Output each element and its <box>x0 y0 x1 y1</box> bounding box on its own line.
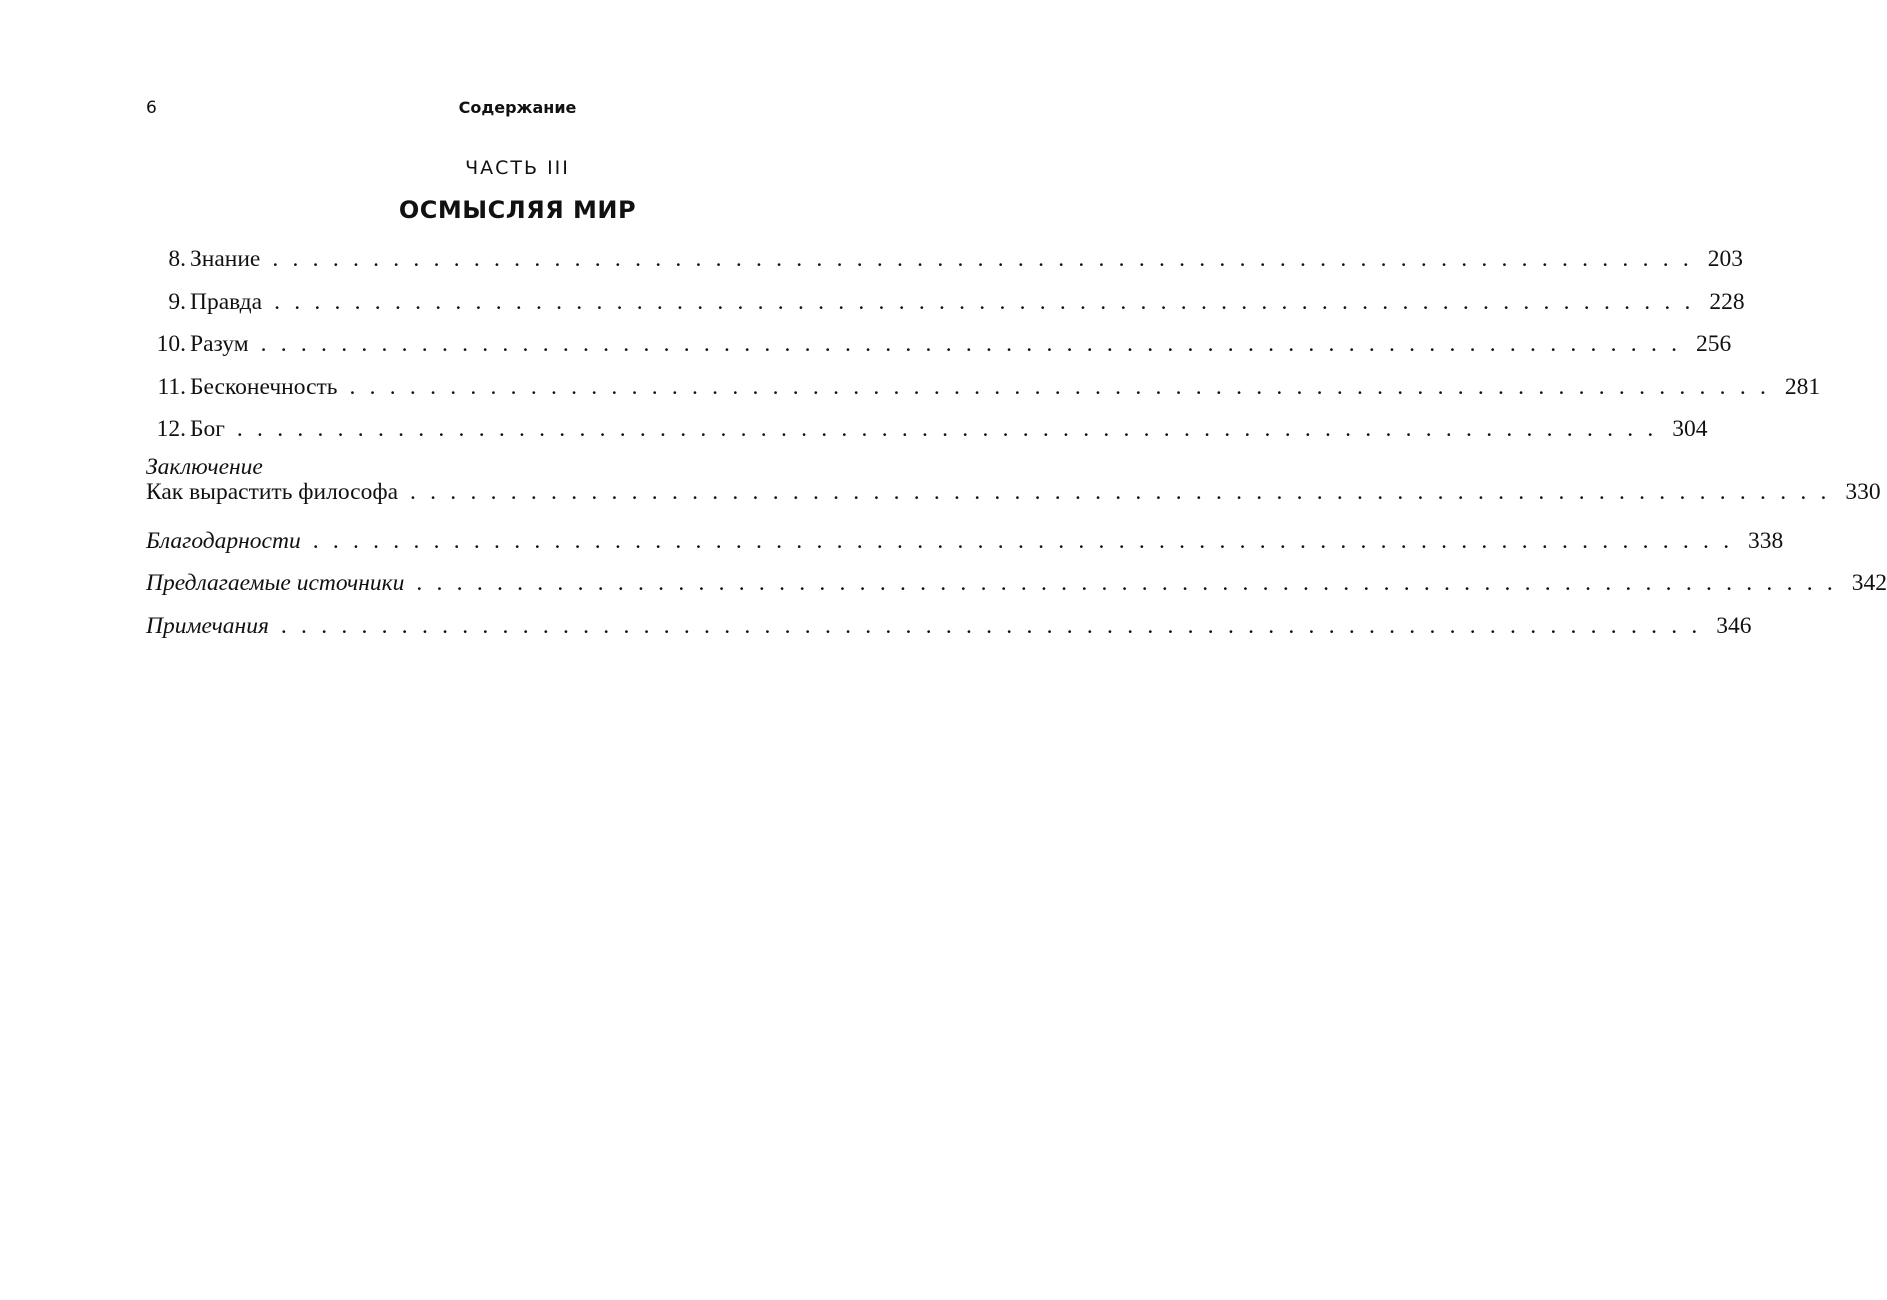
dot-leader: . . . . . . . . . . . . . . . . . . . . . . . . . . . . . . . . . . . . . . . . . . . . . . . . . . . . . . . . . . . . . . . . . . . . . . . <box>280 612 1702 639</box>
chapter-title: Правда <box>190 288 263 315</box>
back-matter-title: Благодарности <box>146 527 301 554</box>
dot-leader: . . . . . . . . . . . . . . . . . . . . . . . . . . . . . . . . . . . . . . . . . . . . . . . . . . . . . . . . . . . . . . . . . . . . . . . <box>416 570 1837 596</box>
chapter-number: 9. <box>168 288 186 315</box>
page-reference: 203 <box>1707 246 1743 272</box>
part-title: ОСМЫСЛЯЯ МИР <box>398 196 637 224</box>
toc-entry-suggested-sources[interactable] <box>146 564 1887 607</box>
dot-leader: . . . . . . . . . . . . . . . . . . . . . . . . . . . . . . . . . . . . . . . . . . . . . . . . . . . . . . . . . . . . . . . . . . . . . . . <box>349 373 1771 400</box>
chapter-number: 8. <box>168 246 186 272</box>
chapter-number: 10. <box>156 331 186 357</box>
dot-leader: . . . . . . . . . . . . . . . . . . . . . . . . . . . . . . . . . . . . . . . . . . . . . . . . . . . . . . . . . . . . . . . . . . . . . . . <box>260 331 1682 357</box>
toc-entry-chapter-11[interactable] <box>146 368 1821 411</box>
back-matter-title: Предлагаемые источники <box>146 570 405 596</box>
page-reference: 256 <box>1695 331 1732 357</box>
table-of-contents <box>146 240 1887 649</box>
page-reference: 342 <box>1851 570 1887 596</box>
chapter-number: 11. <box>157 373 186 400</box>
toc-entry-conclusion[interactable] <box>146 453 1881 522</box>
conclusion-title: Как вырастить философа <box>146 478 398 505</box>
page-number: 6 <box>146 98 157 118</box>
toc-entry-chapter-10[interactable] <box>146 325 1732 368</box>
toc-entry-chapter-9[interactable] <box>146 283 1745 326</box>
dot-leader: . . . . . . . . . . . . . . . . . . . . . . . . . . . . . . . . . . . . . . . . . . . . . . . . . . . . . . . . . . . . . . . . . . . . . . . <box>236 416 1658 442</box>
chapter-title: Бесконечность <box>190 373 338 400</box>
running-header-title: Содержание <box>458 98 577 117</box>
toc-entry-chapter-12[interactable] <box>146 410 1708 453</box>
toc-entry-acknowledgements[interactable] <box>146 522 1784 565</box>
toc-entry-chapter-8[interactable] <box>146 240 1743 283</box>
chapter-number: 12. <box>156 416 186 442</box>
page-reference: 281 <box>1784 373 1821 400</box>
part-label: ЧАСТЬ III <box>465 157 570 179</box>
dot-leader: . . . . . . . . . . . . . . . . . . . . . . . . . . . . . . . . . . . . . . . . . . . . . . . . . . . . . . . . . . . . . . . . . . . . . . . <box>274 288 1695 315</box>
back-matter-title: Примечания <box>146 612 269 639</box>
page-reference: 330 <box>1845 478 1881 505</box>
chapter-title: Разум <box>190 331 249 357</box>
chapter-title: Знание <box>190 246 261 272</box>
page-reference: 338 <box>1748 527 1784 554</box>
dot-leader: . . . . . . . . . . . . . . . . . . . . . . . . . . . . . . . . . . . . . . . . . . . . . . . . . . . . . . . . . . . . . . . . . . . . . . . <box>272 246 1693 272</box>
page-reference: 228 <box>1709 288 1745 315</box>
chapter-title: Бог <box>190 416 225 442</box>
conclusion-label: Заключение <box>146 453 263 480</box>
dot-leader: . . . . . . . . . . . . . . . . . . . . . . . . . . . . . . . . . . . . . . . . . . . . . . . . . . . . . . . . . . . . . . . . . . . . . . . <box>312 527 1734 554</box>
dot-leader: . . . . . . . . . . . . . . . . . . . . . . . . . . . . . . . . . . . . . . . . . . . . . . . . . . . . . . . . . . . . . . . . . . . . . . . <box>410 478 1831 505</box>
page-reference: 346 <box>1716 612 1752 639</box>
toc-entry-notes[interactable] <box>146 607 1752 650</box>
page-reference: 304 <box>1672 416 1708 442</box>
